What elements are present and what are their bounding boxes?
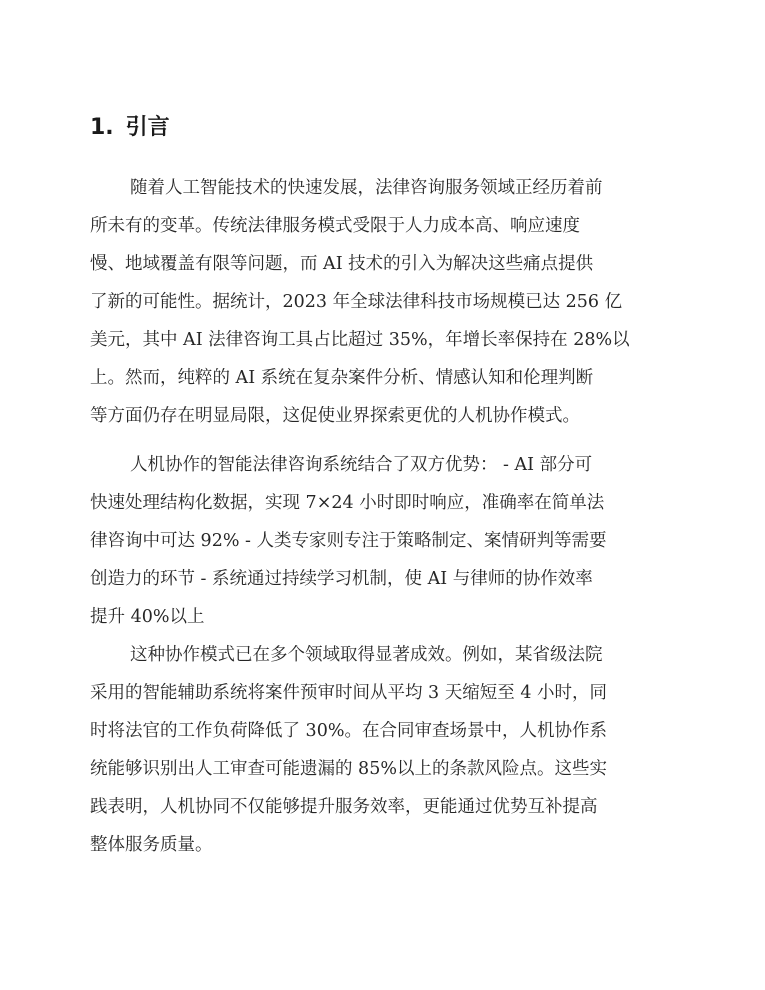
section-number: 1. <box>90 115 114 140</box>
paragraph-line: 上。然而，纯粹的 AI 系统在复杂案件分析、情感认知和伦理判断 <box>90 368 594 388</box>
section-title: 引言 <box>125 115 170 140</box>
paragraph-collaboration <box>90 446 680 636</box>
paragraph-line: 时将法官的工作负荷降低了 30%。在合同审查场景中，人机协作系 <box>90 721 607 741</box>
paragraph-introduction <box>90 169 680 435</box>
paragraph-line: 所未有的变革。传统法律服务模式受限于人力成本高、响应速度 <box>90 216 580 236</box>
paragraph-line: 等方面仍存在明显局限，这促使业界探索更优的人机协作模式。 <box>90 406 580 426</box>
paragraph-line: 整体服务质量。 <box>90 835 213 855</box>
paragraph-line: 人机协作的智能法律咨询系统结合了双方优势： - AI 部分可 <box>130 455 593 475</box>
paragraph-line: 践表明，人机协同不仅能够提升服务效率，更能通过优势互补提高 <box>90 797 598 817</box>
paragraph-line: 创造力的环节 - 系统通过持续学习机制，使 AI 与律师的协作效率 <box>90 569 593 589</box>
paragraph-line: 这种协作模式已在多个领域取得显著成效。例如，某省级法院 <box>130 645 603 665</box>
paragraph-line: 了新的可能性。据统计，2023 年全球法律科技市场规模已达 256 亿 <box>90 292 623 312</box>
paragraph-results <box>90 636 680 864</box>
paragraph-line: 随着人工智能技术的快速发展，法律咨询服务领域正经历着前 <box>130 178 603 198</box>
section-heading <box>90 112 170 144</box>
paragraph-line: 快速处理结构化数据，实现 7×24 小时即时响应，准确率在简单法 <box>90 493 605 513</box>
paragraph-line: 提升 40%以上 <box>90 607 205 627</box>
paragraph-line: 律咨询中可达 92% - 人类专家则专注于策略制定、案情研判等需要 <box>90 531 607 551</box>
paragraph-line: 美元，其中 AI 法律咨询工具占比超过 35%，年增长率保持在 28%以 <box>90 330 630 350</box>
paragraph-line: 采用的智能辅助系统将案件预审时间从平均 3 天缩短至 4 小时，同 <box>90 683 608 703</box>
paragraph-line: 慢、地域覆盖有限等问题，而 AI 技术的引入为解决这些痛点提供 <box>90 254 594 274</box>
paragraph-line: 统能够识别出人工审查可能遗漏的 85%以上的条款风险点。这些实 <box>90 759 607 779</box>
